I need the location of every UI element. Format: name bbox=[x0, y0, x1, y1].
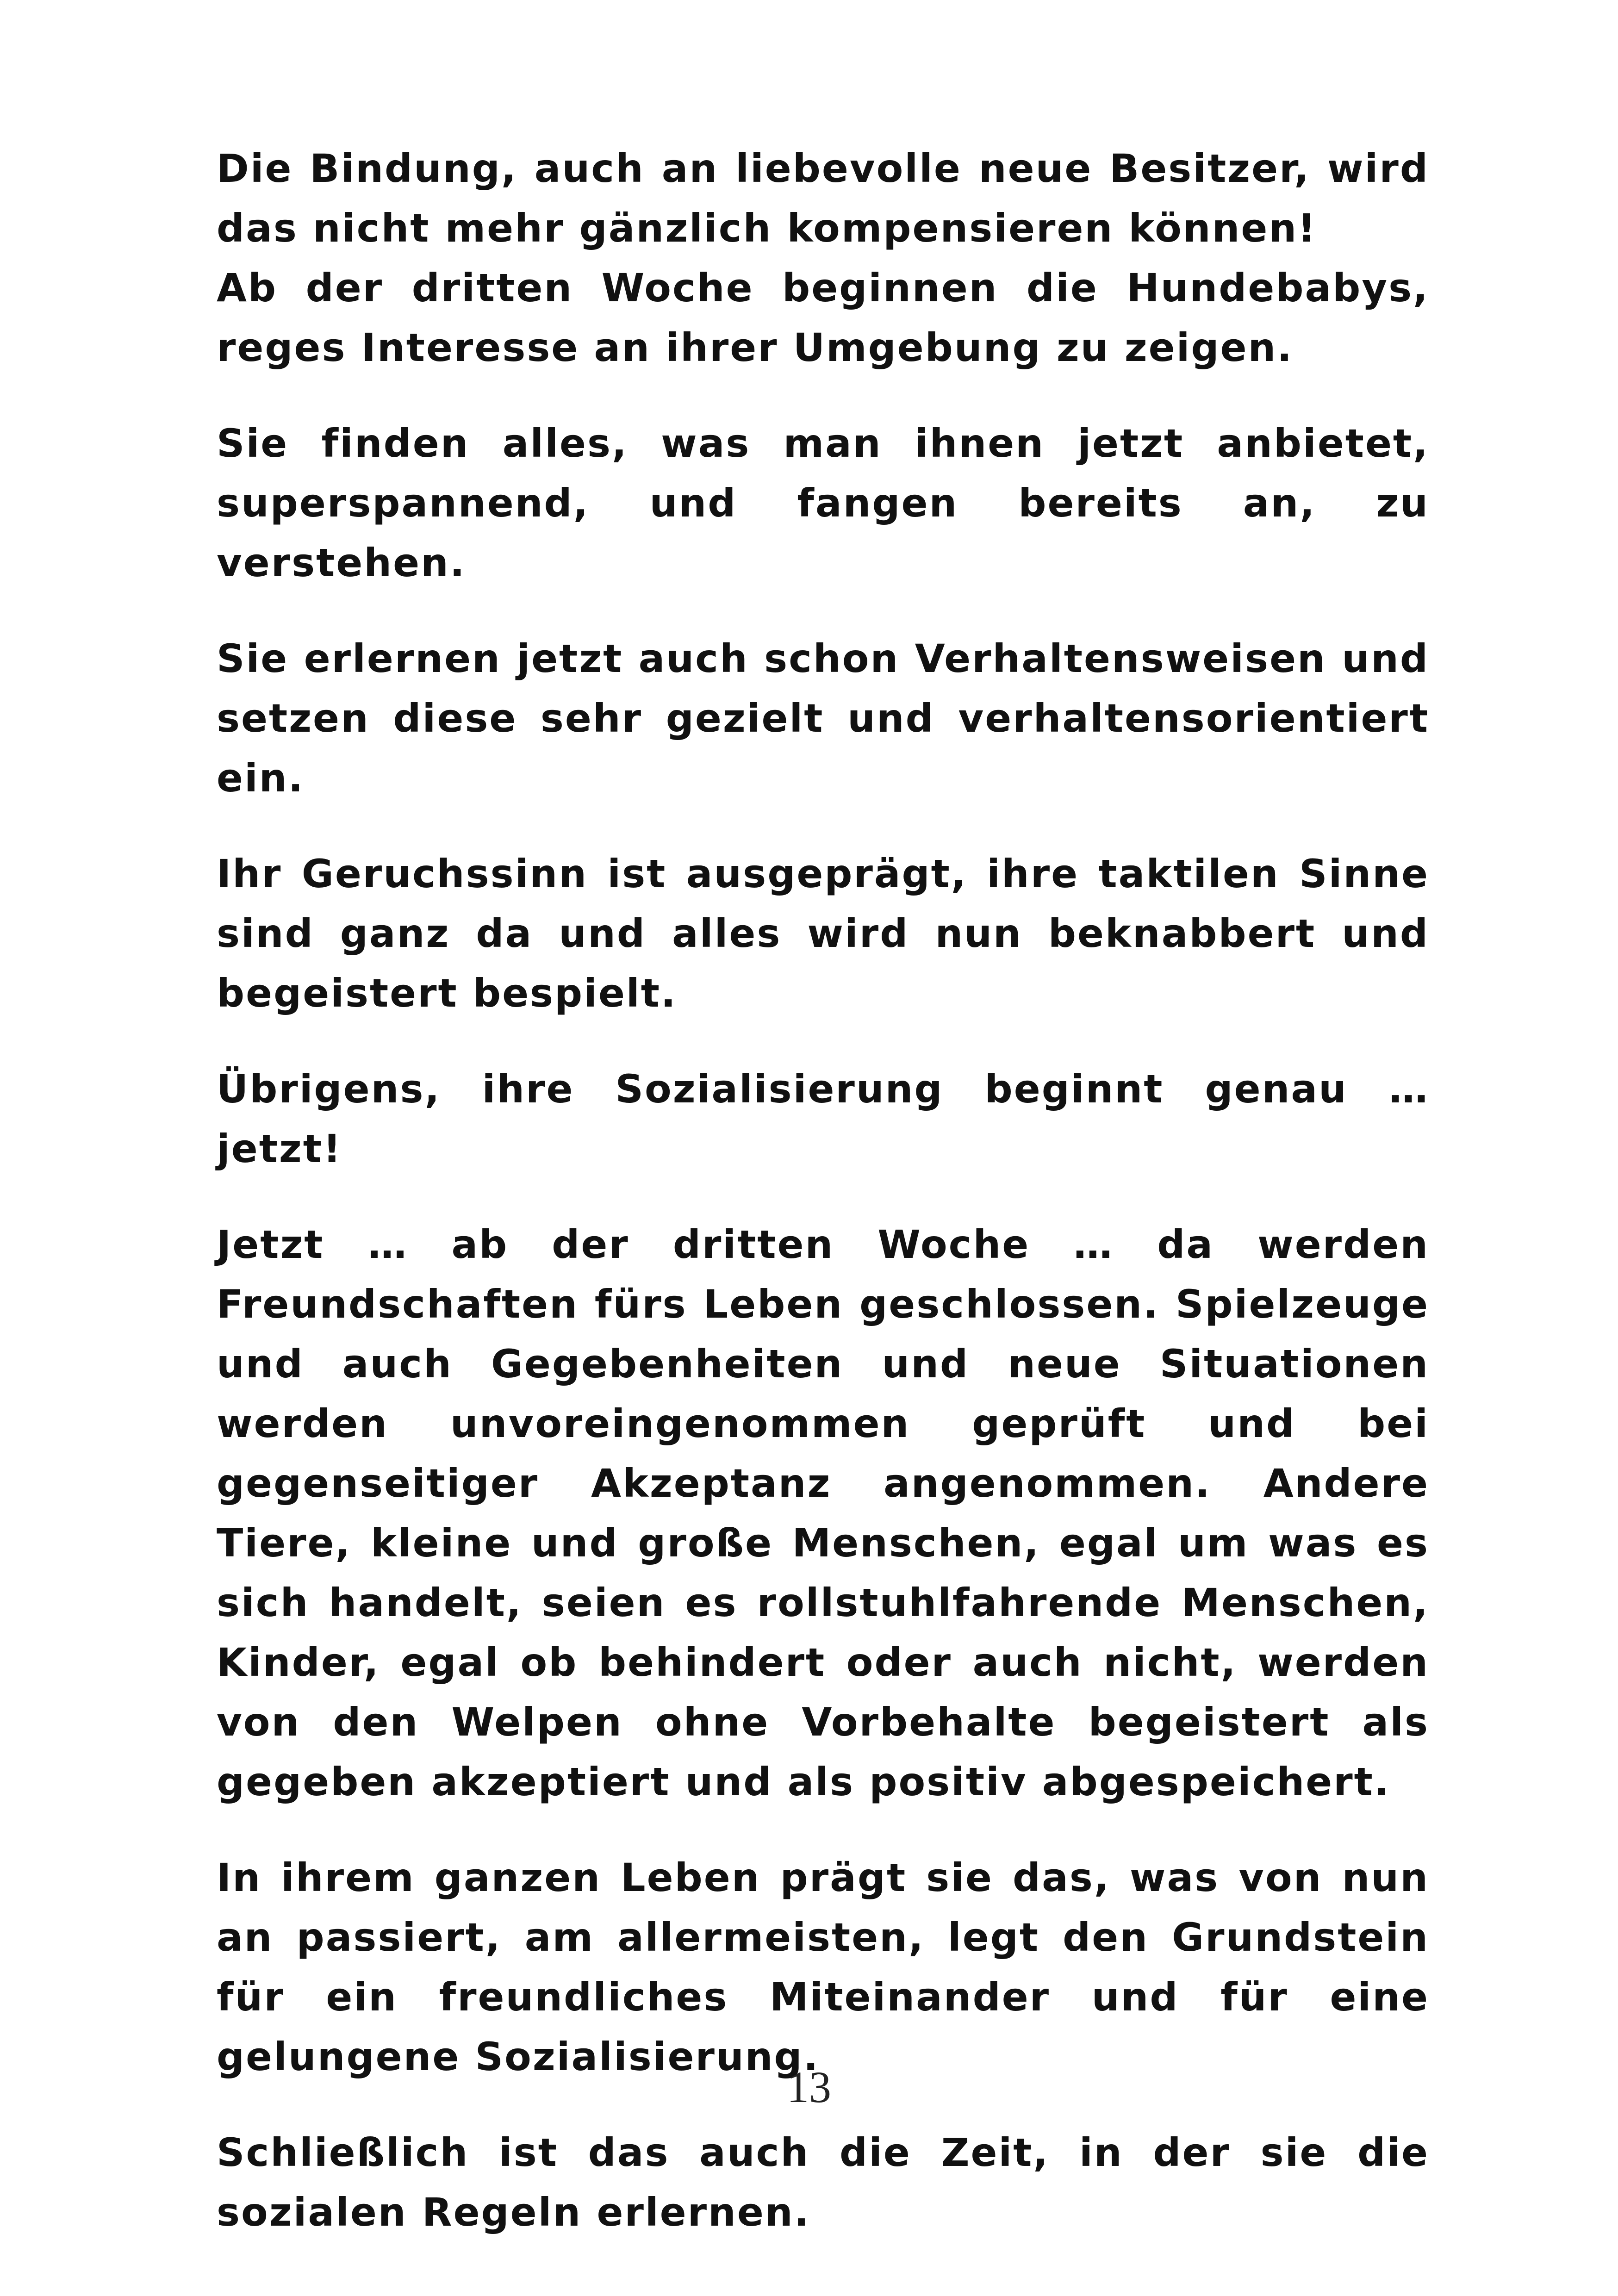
paragraph-freundschaften: Jetzt … ab der dritten Woche … da werden Freundschaften fürs Leben geschlossen. Spielzeuge und auch Gegebenheiten und neue Situationen werden unvoreingenommen geprüft und bei gegenseitiger Akzeptanz angenommen. Andere Tiere, kleine und große Menschen, egal um was es sich handelt, seien es rollstuhlfahrende Menschen, Kinder, egal ob behindert oder auch nicht, werden von den Welpen ohne Vorbehalte begeistert als gegeben akzeptiert und als positiv abgespeichert. bbox=[217, 1222, 1429, 1804]
paragraph-soziale-regeln: Schließlich ist das auch die Zeit, in der sie die sozialen Regeln erlernen. bbox=[217, 2130, 1429, 2235]
paragraph-bindung: Die Bindung, auch an liebevolle neue Besitzer, wird das nicht mehr gänzlich kompensieren können! bbox=[217, 146, 1429, 251]
paragraph-sozialisierung-beginnt: Übrigens, ihre Sozialisierung beginnt genau … jetzt! bbox=[217, 1066, 1429, 1171]
paragraph-dritte-woche: Ab der dritten Woche beginnen die Hundebabys, reges Interesse an ihrer Umgebung zu zeigen. bbox=[217, 265, 1429, 370]
paragraph-geruchssinn: Ihr Geruchssinn ist ausgeprägt, ihre taktilen Sinne sind ganz da und alles wird nun beknabbert und begeistert bespielt. bbox=[217, 851, 1429, 1016]
paragraph-verhaltensweisen: Sie erlernen jetzt auch schon Verhaltensweisen und setzen diese sehr gezielt und verhaltensorientiert ein. bbox=[217, 636, 1429, 801]
body-text bbox=[217, 139, 1429, 2278]
page-number: 13 bbox=[787, 2062, 831, 2112]
paragraph-praegung: In ihrem ganzen Leben prägt sie das, was von nun an passiert, am allermeisten, legt den Grundstein für ein freundliches Miteinander und für eine gelungene Sozialisierung. bbox=[217, 1855, 1429, 2079]
paragraph-finden-alles: Sie finden alles, was man ihnen jetzt anbietet, superspannend, und fangen bereits an, zu verstehen. bbox=[217, 421, 1429, 585]
